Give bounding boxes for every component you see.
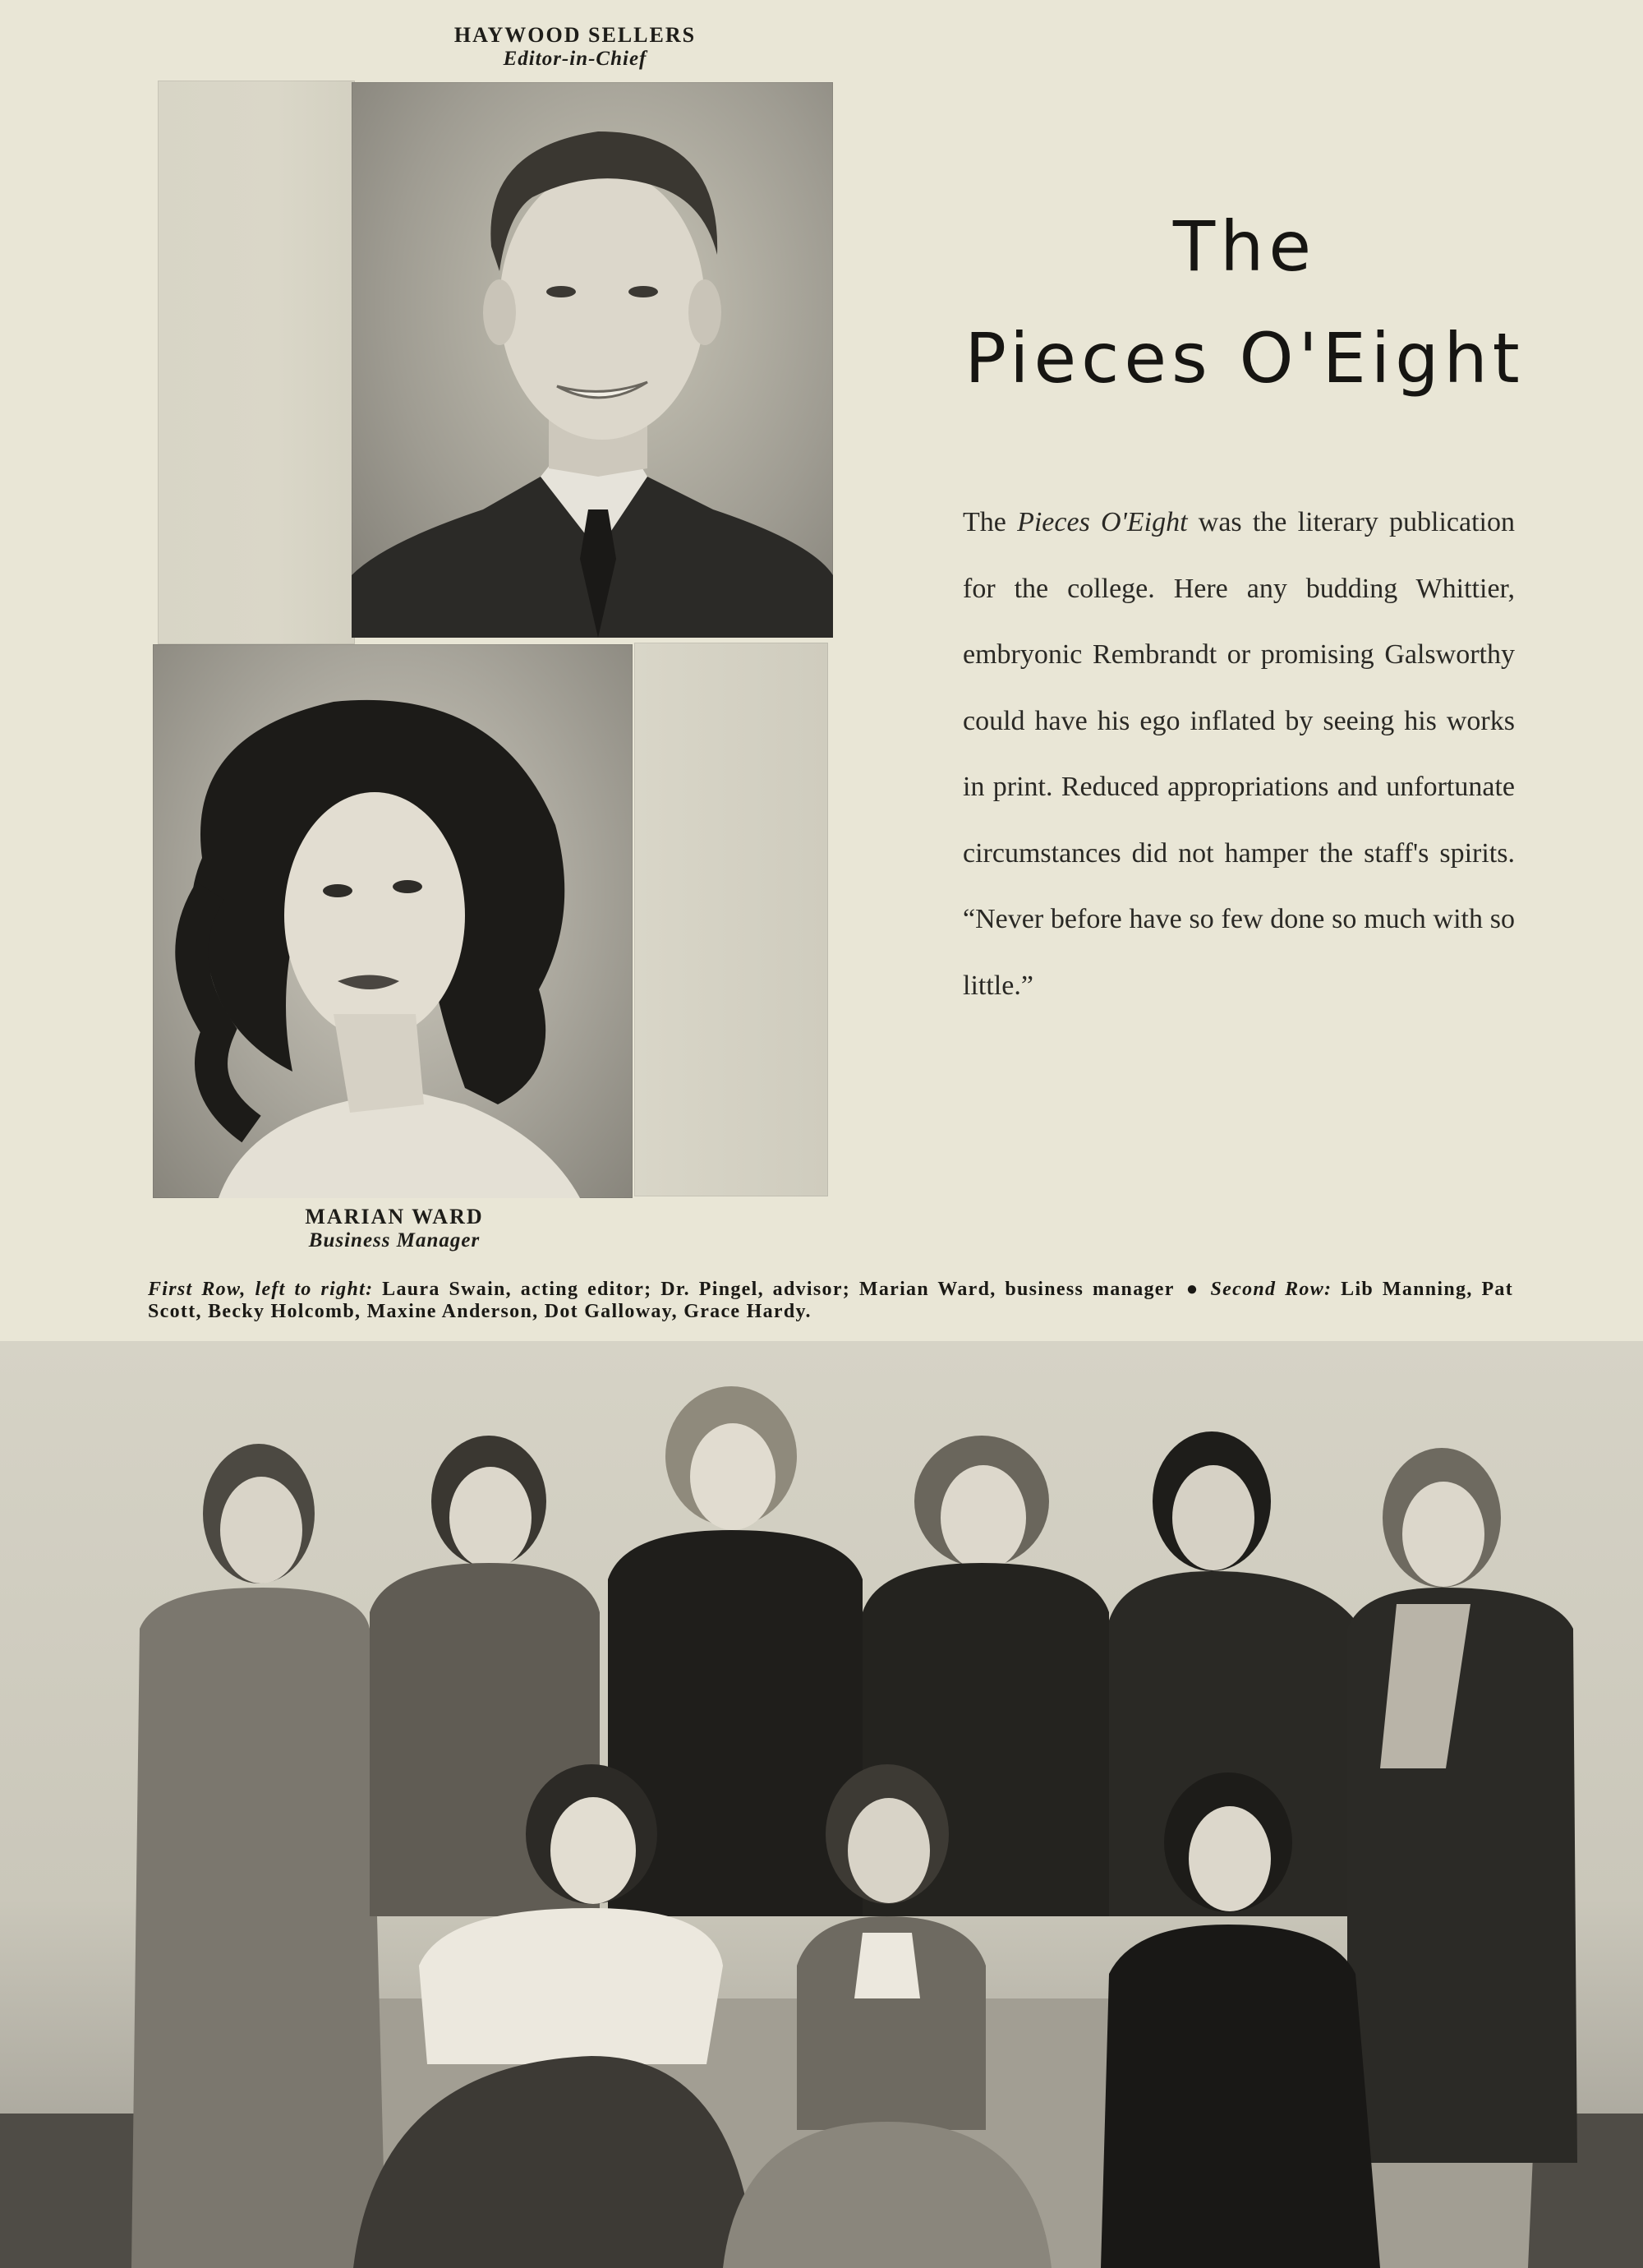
second-row-label: Second Row:	[1210, 1279, 1332, 1300]
second-row-names: Lib Manning, Pat Scott, Becky Holcomb, Maxine Anderson, Dot Galloway, Grace Hardy.	[148, 1279, 1514, 1322]
caption-bullet: ●	[1185, 1279, 1199, 1300]
manager-portrait-image	[153, 644, 633, 1198]
editor-role: Editor-in-Chief	[503, 48, 647, 70]
publication-name: Pieces O'Eight	[1017, 507, 1188, 537]
title-line-2: Pieces O'Eight	[964, 318, 1525, 399]
first-row-label: First Row, left to right:	[148, 1279, 374, 1300]
portrait-backdrop-bottom	[634, 643, 828, 1196]
body-rest: was the literary publication for the college. Here any budding Whittier, embryonic Rembrandt or promising Galsworthy could have his ego inflated by seeing his works in print. Reduced appropriations and unfortunate circumstances did not hamper the staff's spirits. “Never before have so few done so much with so little.”	[963, 507, 1515, 1001]
portrait-backdrop-top	[158, 81, 355, 644]
body-paragraph	[963, 490, 1515, 1019]
manager-name: MARIAN WARD	[305, 1205, 484, 1228]
editor-name: HAYWOOD SELLERS	[453, 23, 697, 47]
group-photo-caption	[148, 1279, 1513, 1323]
editor-portrait-photo	[352, 82, 833, 638]
editor-portrait-image	[352, 82, 833, 638]
first-row-names: Laura Swain, acting editor; Dr. Pingel, advisor; Marian Ward, business manager	[373, 1279, 1175, 1300]
group-photo-image	[0, 1341, 1643, 2268]
editor-caption	[427, 23, 723, 71]
group-photo	[0, 1341, 1643, 2268]
manager-caption	[246, 1205, 542, 1252]
title-line-1: The	[1172, 206, 1317, 287]
body-lead: The	[963, 507, 1018, 537]
manager-portrait-photo	[153, 644, 633, 1198]
page-title	[912, 205, 1577, 399]
manager-role: Business Manager	[308, 1229, 481, 1252]
